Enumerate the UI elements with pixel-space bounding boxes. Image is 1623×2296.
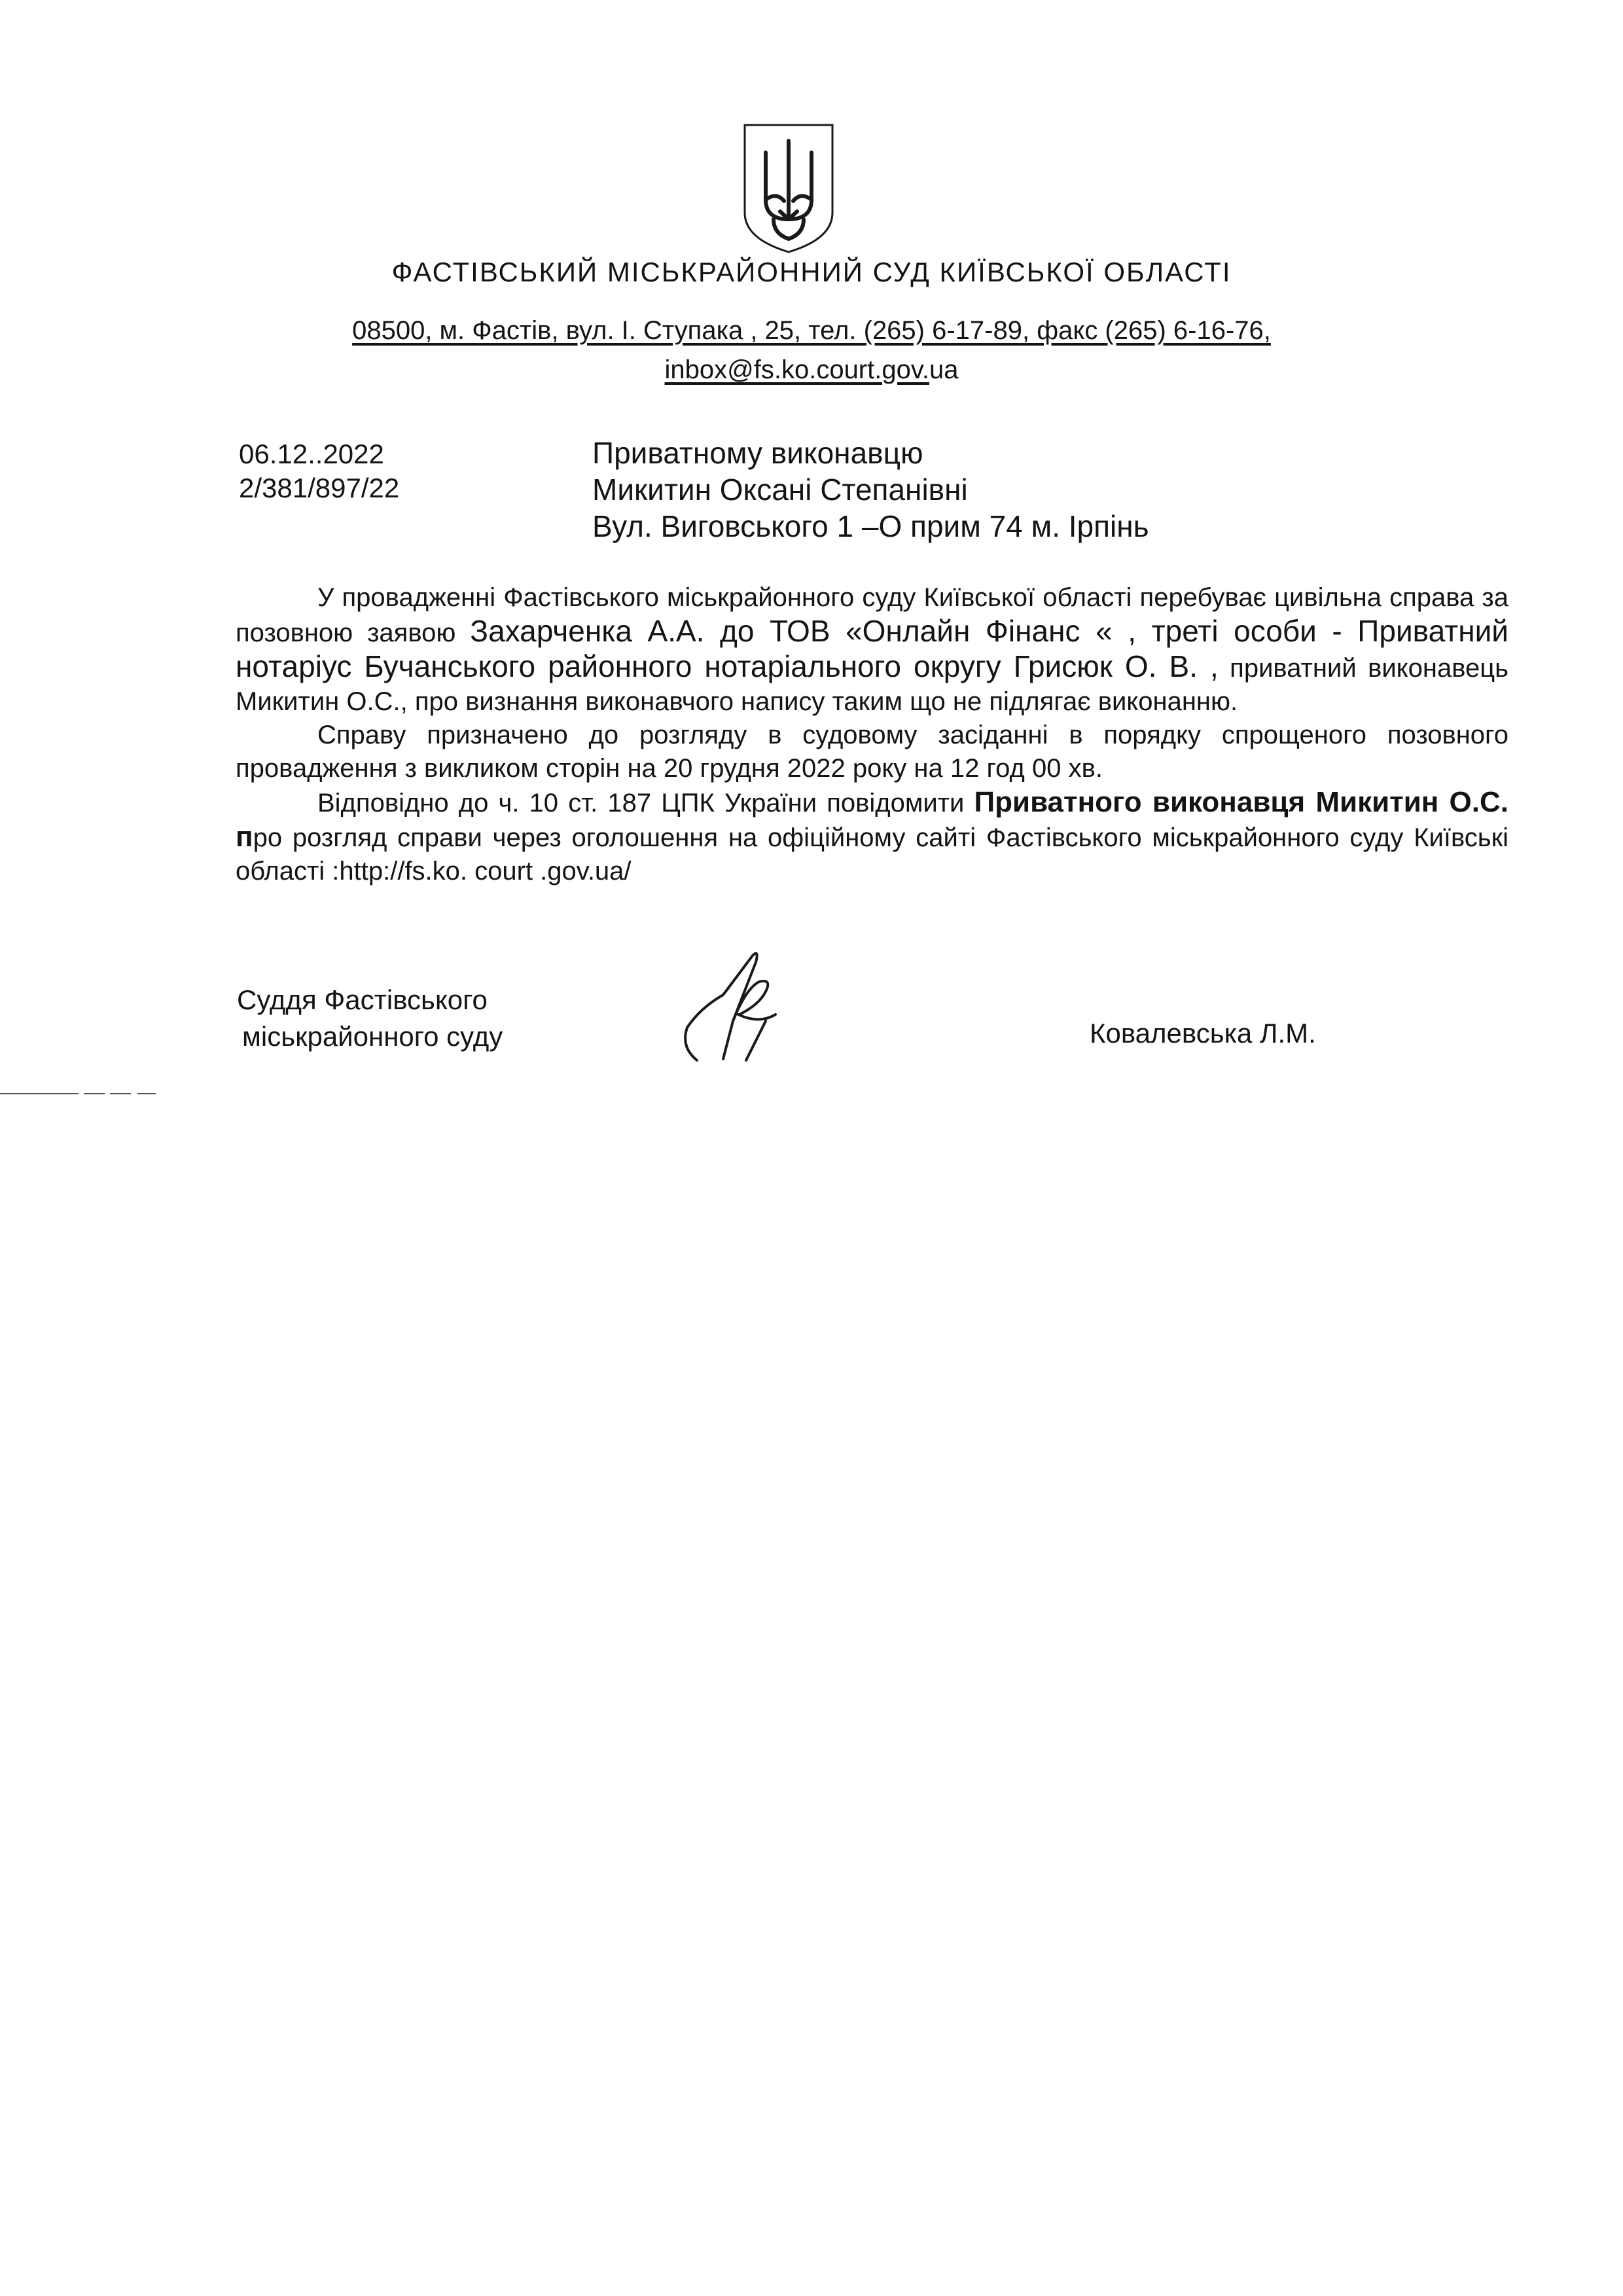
letter-meta: [239, 437, 399, 505]
email-tail: ua: [929, 355, 959, 384]
address-line: 08500, м. Фастів, вул. І. Ступака , 25, тел. (265) 6-17-89, факс (265) 6-16-76,: [352, 316, 1271, 345]
email-line: [0, 350, 1623, 389]
judge-title-line-2: міськрайонного суду: [242, 1021, 503, 1052]
court-name: ФАСТІВСЬКИЙ МІСЬКРАЙОННИЙ СУД КИЇВСЬКОЇ ОБЛАСТІ: [391, 257, 1232, 287]
scan-artifact-line: [0, 1091, 157, 1096]
handwritten-signature-icon: [661, 942, 798, 1067]
trident-coat-of-arms-icon: [740, 121, 838, 255]
body-paragraph-1: [236, 581, 1508, 719]
recipient-address: Вул. Виговського 1 –О прим 74 м. Ірпінь: [592, 509, 1149, 543]
body-text: ро розгляд справи через оголошення на офіційному сайті Фастівського міськрайонного суду Київські області :http://fs.ko. court .gov.ua/: [236, 823, 1508, 886]
recipient-block: [592, 435, 1149, 545]
body-text: Відповідно до ч. 10 ст. 187 ЦПК України повідомити: [317, 789, 974, 817]
email-link[interactable]: inbox@fs.ko.court.gov.: [664, 355, 929, 384]
judge-title-line-1: Суддя Фастівського: [237, 984, 488, 1015]
bold-recipient-text: Приватного виконавця Микитин О.С. п: [236, 786, 1509, 853]
body-text: приватний виконавець Микитин О.С., про визнання виконавчого напису таким що не підлягає виконанню.: [236, 654, 1508, 716]
body-paragraph-2: Справу призначено до розгляду в судовому засіданні в порядку спрощеного позовного провадження з викликом сторін на 20 грудня 2022 року на 12 год 00 хв.: [236, 721, 1508, 783]
recipient-title: Приватному виконавцю: [592, 436, 923, 470]
body-paragraph-3: [236, 785, 1508, 888]
body-text: У провадженні Фастівського міськрайонного суду Київської області перебуває цивільна справа за позовною заявою: [236, 583, 1508, 647]
letter-date: 06.12..2022: [239, 439, 384, 469]
recipient-name: Микитин Оксані Степанівні: [592, 473, 968, 507]
case-number: 2/381/897/22: [239, 473, 400, 503]
judge-name: Ковалевська Л.М.: [1090, 1018, 1316, 1049]
letter-body: [236, 581, 1508, 888]
judge-title: [237, 982, 503, 1055]
case-parties-text: Захарченка А.А. до ТОВ «Онлайн Фінанс « , треті особи - Приватний нотаріус Бучанського районного нотаріального округу Грисюк О. В. ,: [236, 614, 1508, 683]
court-address: [0, 311, 1623, 389]
